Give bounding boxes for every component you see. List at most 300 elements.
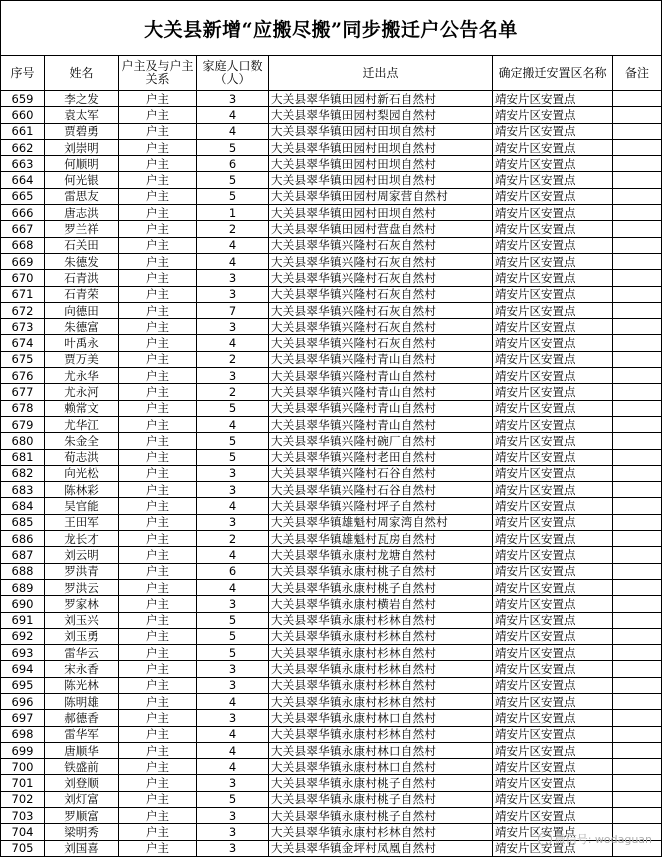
table-row: [1, 384, 662, 400]
row-count: 3: [197, 368, 269, 384]
row-note: [613, 775, 662, 791]
row-note: [613, 221, 662, 237]
row-site: 靖安片区安置点: [493, 335, 613, 351]
row-count: 3: [197, 465, 269, 481]
row-name: 唐志洪: [45, 205, 119, 221]
row-relation: 户主: [119, 840, 197, 856]
table-row: [1, 531, 662, 547]
row-site: 靖安片区安置点: [493, 742, 613, 758]
row-note: [613, 645, 662, 661]
row-site: 靖安片区安置点: [493, 156, 613, 172]
row-note: [613, 205, 662, 221]
row-note: [613, 579, 662, 595]
row-name: 宋永香: [45, 661, 119, 677]
row-note: [613, 742, 662, 758]
row-number: 674: [1, 335, 45, 351]
row-site: 靖安片区安置点: [493, 302, 613, 318]
row-count: 3: [197, 270, 269, 286]
table-row: [1, 253, 662, 269]
row-from: 大关县翠华镇兴隆村石谷自然村: [269, 482, 493, 498]
table-row: [1, 237, 662, 253]
row-count: 3: [197, 824, 269, 840]
row-name: 陈林彩: [45, 482, 119, 498]
row-site: 靖安片区安置点: [493, 139, 613, 155]
row-from: 大关县翠华镇兴隆村青山自然村: [269, 416, 493, 432]
row-name: 王田军: [45, 514, 119, 530]
row-site: 靖安片区安置点: [493, 400, 613, 416]
row-from: 大关县翠华镇兴隆村石灰自然村: [269, 319, 493, 335]
row-site: 靖安片区安置点: [493, 514, 613, 530]
row-number: 679: [1, 416, 45, 432]
row-relation: 户主: [119, 319, 197, 335]
table-row: [1, 335, 662, 351]
row-note: [613, 677, 662, 693]
row-name: 贾万美: [45, 351, 119, 367]
row-count: 3: [197, 286, 269, 302]
row-note: [613, 123, 662, 139]
row-site: 靖安片区安置点: [493, 123, 613, 139]
row-relation: 户主: [119, 91, 197, 107]
row-count: 5: [197, 612, 269, 628]
row-name: 罗家林: [45, 596, 119, 612]
row-relation: 户主: [119, 123, 197, 139]
row-relation: 户主: [119, 286, 197, 302]
row-note: [613, 628, 662, 644]
table-row: [1, 156, 662, 172]
row-site: 靖安片区安置点: [493, 791, 613, 807]
row-from: 大关县翠华镇永康村桃子自然村: [269, 579, 493, 595]
row-name: 刘登顺: [45, 775, 119, 791]
row-from: 大关县翠华镇兴隆村石灰自然村: [269, 253, 493, 269]
row-count: 4: [197, 693, 269, 709]
table-row: [1, 759, 662, 775]
row-number: 665: [1, 188, 45, 204]
row-relation: 户主: [119, 742, 197, 758]
row-number: 705: [1, 840, 45, 856]
row-from: 大关县翠华镇田园村新石自然村: [269, 91, 493, 107]
row-site: 靖安片区安置点: [493, 172, 613, 188]
row-from: 大关县翠华镇雄魁村周家湾自然村: [269, 514, 493, 530]
row-number: 667: [1, 221, 45, 237]
row-relation: 户主: [119, 270, 197, 286]
header-site: 确定搬迁安置区名称: [493, 56, 613, 91]
row-name: 向光松: [45, 465, 119, 481]
row-count: 3: [197, 319, 269, 335]
row-site: 靖安片区安置点: [493, 710, 613, 726]
row-from: 大关县翠华镇永康村桃子自然村: [269, 791, 493, 807]
row-from: 大关县翠华镇田园村田坝自然村: [269, 139, 493, 155]
row-count: 5: [197, 628, 269, 644]
row-from: 大关县翠华镇兴隆村坪子自然村: [269, 498, 493, 514]
row-from: 大关县翠华镇永康村林口自然村: [269, 710, 493, 726]
row-name: 朱金全: [45, 433, 119, 449]
row-count: 3: [197, 710, 269, 726]
row-relation: 户主: [119, 237, 197, 253]
row-name: 吴官能: [45, 498, 119, 514]
row-from: 大关县翠华镇田园村田坝自然村: [269, 123, 493, 139]
row-relation: 户主: [119, 384, 197, 400]
row-note: [613, 612, 662, 628]
row-relation: 户主: [119, 824, 197, 840]
row-number: 666: [1, 205, 45, 221]
row-number: 669: [1, 253, 45, 269]
table-row: [1, 612, 662, 628]
row-relation: 户主: [119, 139, 197, 155]
row-from: 大关县翠华镇兴隆村青山自然村: [269, 351, 493, 367]
row-number: 692: [1, 628, 45, 644]
table-row: [1, 547, 662, 563]
row-count: 3: [197, 596, 269, 612]
row-from: 大关县翠华镇兴隆村石灰自然村: [269, 286, 493, 302]
row-number: 699: [1, 742, 45, 758]
row-note: [613, 465, 662, 481]
row-number: 663: [1, 156, 45, 172]
table-row: [1, 791, 662, 807]
row-count: 7: [197, 302, 269, 318]
row-site: 靖安片区安置点: [493, 628, 613, 644]
row-name: 罗兰祥: [45, 221, 119, 237]
row-site: 靖安片区安置点: [493, 482, 613, 498]
row-site: 靖安片区安置点: [493, 808, 613, 824]
row-name: 贾碧勇: [45, 123, 119, 139]
row-relation: 户主: [119, 253, 197, 269]
row-note: [613, 172, 662, 188]
row-name: 刘玉兴: [45, 612, 119, 628]
row-note: [613, 368, 662, 384]
row-note: [613, 253, 662, 269]
row-from: 大关县翠华镇兴隆村石灰自然村: [269, 237, 493, 253]
row-relation: 户主: [119, 368, 197, 384]
row-from: 大关县翠华镇永康村桃子自然村: [269, 808, 493, 824]
row-count: 3: [197, 677, 269, 693]
row-number: 696: [1, 693, 45, 709]
watermark: [538, 831, 652, 847]
row-relation: 户主: [119, 645, 197, 661]
row-name: 尤永河: [45, 384, 119, 400]
table-row: [1, 270, 662, 286]
row-number: 693: [1, 645, 45, 661]
row-count: 4: [197, 498, 269, 514]
row-number: 678: [1, 400, 45, 416]
row-number: 668: [1, 237, 45, 253]
row-relation: 户主: [119, 628, 197, 644]
row-count: 5: [197, 400, 269, 416]
row-relation: 户主: [119, 514, 197, 530]
table-row: [1, 726, 662, 742]
row-site: 靖安片区安置点: [493, 384, 613, 400]
table-row: [1, 400, 662, 416]
row-count: 3: [197, 808, 269, 824]
row-site: 靖安片区安置点: [493, 237, 613, 253]
table-row: [1, 302, 662, 318]
row-note: [613, 156, 662, 172]
row-from: 大关县翠华镇永康村杉林自然村: [269, 661, 493, 677]
row-note: [613, 693, 662, 709]
row-relation: 户主: [119, 188, 197, 204]
table-row: [1, 808, 662, 824]
row-from: 大关县翠华镇田园村营盘自然村: [269, 221, 493, 237]
row-note: [613, 416, 662, 432]
table-row: [1, 91, 662, 107]
row-note: [613, 661, 662, 677]
row-number: 676: [1, 368, 45, 384]
row-note: [613, 351, 662, 367]
row-relation: 户主: [119, 482, 197, 498]
table-row: [1, 596, 662, 612]
header-no: 序号: [1, 56, 45, 91]
row-site: 靖安片区安置点: [493, 351, 613, 367]
row-site: 靖安片区安置点: [493, 596, 613, 612]
table-row: [1, 563, 662, 579]
row-note: [613, 433, 662, 449]
table-row: [1, 677, 662, 693]
row-count: 3: [197, 775, 269, 791]
row-relation: 户主: [119, 498, 197, 514]
row-note: [613, 726, 662, 742]
row-number: 682: [1, 465, 45, 481]
row-from: 大关县翠华镇永康村杉林自然村: [269, 645, 493, 661]
row-name: 龙长才: [45, 531, 119, 547]
row-number: 700: [1, 759, 45, 775]
row-site: 靖安片区安置点: [493, 726, 613, 742]
row-relation: 户主: [119, 351, 197, 367]
row-from: 大关县翠华镇永康村桃子自然村: [269, 775, 493, 791]
row-name: 铁盛前: [45, 759, 119, 775]
row-count: 3: [197, 840, 269, 856]
table-row: [1, 710, 662, 726]
row-relation: 户主: [119, 172, 197, 188]
row-number: 661: [1, 123, 45, 139]
row-site: 靖安片区安置点: [493, 107, 613, 123]
row-from: 大关县翠华镇兴隆村青山自然村: [269, 384, 493, 400]
row-count: 6: [197, 156, 269, 172]
row-from: 大关县翠华镇永康村杉林自然村: [269, 612, 493, 628]
row-from: 大关县翠华镇田园村田坝自然村: [269, 156, 493, 172]
row-relation: 户主: [119, 710, 197, 726]
table-row: [1, 433, 662, 449]
row-count: 5: [197, 188, 269, 204]
row-count: 4: [197, 237, 269, 253]
row-number: 660: [1, 107, 45, 123]
row-site: 靖安片区安置点: [493, 563, 613, 579]
row-note: [613, 384, 662, 400]
table-header: [1, 56, 662, 91]
row-number: 704: [1, 824, 45, 840]
row-site: 靖安片区安置点: [493, 91, 613, 107]
row-number: 671: [1, 286, 45, 302]
row-site: 靖安片区安置点: [493, 579, 613, 595]
row-number: 690: [1, 596, 45, 612]
row-note: [613, 791, 662, 807]
table-row: [1, 482, 662, 498]
row-relation: 户主: [119, 449, 197, 465]
row-count: 5: [197, 433, 269, 449]
row-number: 672: [1, 302, 45, 318]
row-from: 大关县翠华镇兴隆村石谷自然村: [269, 465, 493, 481]
row-from: 大关县翠华镇永康村桃子自然村: [269, 563, 493, 579]
row-name: 石青荣: [45, 286, 119, 302]
row-name: 袁太军: [45, 107, 119, 123]
row-count: 6: [197, 563, 269, 579]
row-note: [613, 710, 662, 726]
row-name: 朱德富: [45, 319, 119, 335]
row-relation: 户主: [119, 759, 197, 775]
row-name: 梁明秀: [45, 824, 119, 840]
row-from: 大关县翠华镇金坪村凤凰自然村: [269, 840, 493, 856]
row-count: 4: [197, 742, 269, 758]
row-from: 大关县翠华镇兴隆村青山自然村: [269, 368, 493, 384]
row-number: 686: [1, 531, 45, 547]
row-from: 大关县翠华镇兴隆村石灰自然村: [269, 270, 493, 286]
row-count: 5: [197, 645, 269, 661]
table-row: [1, 123, 662, 139]
row-name: 赖常文: [45, 400, 119, 416]
row-site: 靖安片区安置点: [493, 693, 613, 709]
row-name: 唐顺华: [45, 742, 119, 758]
watermark-text: 微信号: wodaguan: [554, 832, 653, 846]
row-from: 大关县翠华镇兴隆村碗厂自然村: [269, 433, 493, 449]
row-name: 刘国喜: [45, 840, 119, 856]
row-relation: 户主: [119, 107, 197, 123]
row-name: 罗洪云: [45, 579, 119, 595]
row-relation: 户主: [119, 400, 197, 416]
row-site: 靖安片区安置点: [493, 465, 613, 481]
row-number: 688: [1, 563, 45, 579]
table-row: [1, 514, 662, 530]
row-note: [613, 139, 662, 155]
row-from: 大关县翠华镇永康村杉林自然村: [269, 726, 493, 742]
row-site: 靖安片区安置点: [493, 319, 613, 335]
row-name: 朱德发: [45, 253, 119, 269]
row-site: 靖安片区安置点: [493, 270, 613, 286]
header-relation: 户主及与户主关系: [119, 56, 197, 91]
row-note: [613, 302, 662, 318]
row-note: [613, 188, 662, 204]
row-from: 大关县翠华镇永康村杉林自然村: [269, 628, 493, 644]
row-note: [613, 596, 662, 612]
row-from: 大关县翠华镇永康村林口自然村: [269, 742, 493, 758]
row-note: [613, 270, 662, 286]
row-relation: 户主: [119, 775, 197, 791]
row-count: 2: [197, 351, 269, 367]
row-count: 4: [197, 253, 269, 269]
table-row: [1, 579, 662, 595]
row-name: 雷华军: [45, 726, 119, 742]
row-name: 何顺明: [45, 156, 119, 172]
row-name: 李之发: [45, 91, 119, 107]
table-row: [1, 661, 662, 677]
row-name: 雷华云: [45, 645, 119, 661]
table-row: [1, 319, 662, 335]
row-count: 5: [197, 449, 269, 465]
row-from: 大关县翠华镇田园村梨园自然村: [269, 107, 493, 123]
row-number: 697: [1, 710, 45, 726]
row-site: 靖安片区安置点: [493, 188, 613, 204]
row-note: [613, 482, 662, 498]
row-note: [613, 286, 662, 302]
header-from: 迁出点: [269, 56, 493, 91]
row-site: 靖安片区安置点: [493, 416, 613, 432]
row-relation: 户主: [119, 726, 197, 742]
row-number: 675: [1, 351, 45, 367]
table-row: [1, 351, 662, 367]
row-site: 靖安片区安置点: [493, 253, 613, 269]
row-site: 靖安片区安置点: [493, 677, 613, 693]
row-from: 大关县翠华镇永康村杉林自然村: [269, 677, 493, 693]
row-from: 大关县翠华镇兴隆村青山自然村: [269, 400, 493, 416]
row-from: 大关县翠华镇永康村杉林自然村: [269, 693, 493, 709]
row-number: 659: [1, 91, 45, 107]
row-from: 大关县翠华镇兴隆村老田自然村: [269, 449, 493, 465]
row-count: 5: [197, 139, 269, 155]
row-from: 大关县翠华镇田园村田坝自然村: [269, 172, 493, 188]
row-site: 靖安片区安置点: [493, 645, 613, 661]
row-name: 向德田: [45, 302, 119, 318]
row-number: 695: [1, 677, 45, 693]
header-name: 姓名: [45, 56, 119, 91]
row-site: 靖安片区安置点: [493, 531, 613, 547]
row-number: 691: [1, 612, 45, 628]
row-relation: 户主: [119, 596, 197, 612]
header-count: 家庭人口数（人）: [197, 56, 269, 91]
row-number: 694: [1, 661, 45, 677]
row-from: 大关县翠华镇永康村杉林自然村: [269, 824, 493, 840]
row-name: 罗洪青: [45, 563, 119, 579]
row-number: 689: [1, 579, 45, 595]
table-row: [1, 628, 662, 644]
row-note: [613, 808, 662, 824]
table-row: [1, 172, 662, 188]
table-row: [1, 368, 662, 384]
row-relation: 户主: [119, 531, 197, 547]
row-name: 刘玉勇: [45, 628, 119, 644]
row-number: 683: [1, 482, 45, 498]
table-row: [1, 775, 662, 791]
row-name: 刘云明: [45, 547, 119, 563]
row-name: 罗顺富: [45, 808, 119, 824]
table-row: [1, 416, 662, 432]
row-relation: 户主: [119, 156, 197, 172]
row-site: 靖安片区安置点: [493, 433, 613, 449]
row-relation: 户主: [119, 335, 197, 351]
table-row: [1, 693, 662, 709]
row-relation: 户主: [119, 302, 197, 318]
row-note: [613, 514, 662, 530]
row-relation: 户主: [119, 433, 197, 449]
row-note: [613, 449, 662, 465]
row-site: 靖安片区安置点: [493, 498, 613, 514]
row-name: 刘灯富: [45, 791, 119, 807]
row-name: 尤永华: [45, 368, 119, 384]
row-from: 大关县翠华镇兴隆村石灰自然村: [269, 335, 493, 351]
row-number: 677: [1, 384, 45, 400]
row-count: 4: [197, 726, 269, 742]
table-row: [1, 188, 662, 204]
row-number: 680: [1, 433, 45, 449]
row-count: 4: [197, 107, 269, 123]
row-site: 靖安片区安置点: [493, 368, 613, 384]
row-site: 靖安片区安置点: [493, 661, 613, 677]
row-relation: 户主: [119, 612, 197, 628]
row-from: 大关县翠华镇永康村横岩自然村: [269, 596, 493, 612]
row-relation: 户主: [119, 547, 197, 563]
row-note: [613, 91, 662, 107]
row-name: 陈光林: [45, 677, 119, 693]
row-note: [613, 563, 662, 579]
row-count: 1: [197, 205, 269, 221]
row-count: 2: [197, 531, 269, 547]
row-number: 673: [1, 319, 45, 335]
